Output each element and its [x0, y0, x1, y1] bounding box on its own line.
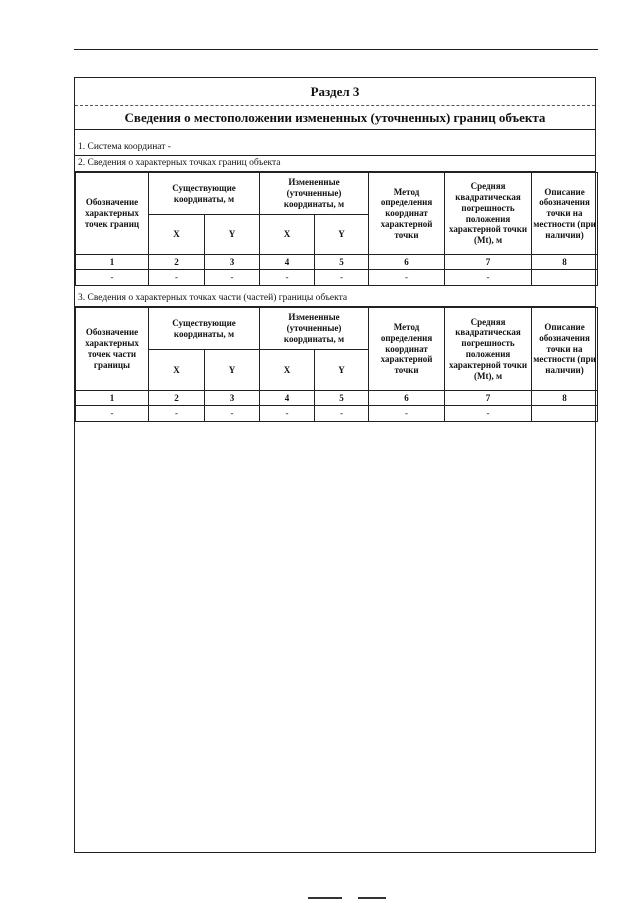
column-number: 1	[76, 255, 149, 270]
table-cell: -	[260, 270, 315, 286]
column-number: 5	[315, 255, 369, 270]
table1-caption: 2. Сведения о характерных точках границ объекта	[75, 156, 595, 172]
header-changed-coords: Измененные (уточненные) координаты, м	[260, 173, 369, 215]
header-changed-coords: Измененные (уточненные) координаты, м	[260, 308, 369, 350]
table-cell: -	[315, 270, 369, 286]
table-cell: -	[369, 406, 445, 422]
header-changed-x: X	[260, 215, 315, 255]
table2-caption: 3. Сведения о характерных точках части (частей) границы объекта	[75, 291, 595, 307]
footer-marks	[300, 897, 390, 901]
header-existing-x: X	[149, 350, 205, 391]
header-accuracy: Средняя квадратическая погрешность положения характерной точки (Mt), м	[445, 173, 532, 255]
table-row	[76, 270, 598, 286]
part-boundary-points-table	[75, 307, 598, 422]
table-cell	[532, 270, 598, 286]
column-number-row	[76, 255, 598, 270]
column-number: 7	[445, 255, 532, 270]
table-cell	[532, 406, 598, 422]
column-number: 2	[149, 391, 205, 406]
header-existing-x: X	[149, 215, 205, 255]
table-cell: -	[369, 270, 445, 286]
header-point-name: Обозначение характерных точек границ	[76, 173, 149, 255]
table-cell: -	[205, 406, 260, 422]
column-number: 8	[532, 255, 598, 270]
column-number: 6	[369, 255, 445, 270]
coordinate-system-line: 1. Система координат -	[75, 138, 595, 156]
header-existing-coords: Существующие координаты, м	[149, 308, 260, 350]
table-cell: -	[149, 406, 205, 422]
column-number: 3	[205, 391, 260, 406]
column-number-row	[76, 391, 598, 406]
document-frame	[74, 77, 596, 853]
header-existing-coords: Существующие координаты, м	[149, 173, 260, 215]
header-changed-x: X	[260, 350, 315, 391]
top-rule	[74, 49, 598, 50]
table-cell: -	[205, 270, 260, 286]
section-heading: Раздел 3	[75, 78, 595, 106]
header-existing-y: Y	[205, 350, 260, 391]
column-number: 4	[260, 255, 315, 270]
table-cell: -	[149, 270, 205, 286]
header-point-name: Обозначение характерных точек части границы	[76, 308, 149, 391]
column-number: 7	[445, 391, 532, 406]
column-number: 8	[532, 391, 598, 406]
column-number: 6	[369, 391, 445, 406]
header-accuracy: Средняя квадратическая погрешность положения характерной точки (Mt), м	[445, 308, 532, 391]
section-title: Сведения о местоположении измененных (уточненных) границ объекта	[75, 106, 595, 130]
header-method: Метод определения координат характерной точки	[369, 173, 445, 255]
table-cell: -	[260, 406, 315, 422]
boundary-points-table	[75, 172, 598, 286]
header-method: Метод определения координат характерной точки	[369, 308, 445, 391]
column-number: 3	[205, 255, 260, 270]
table-cell: -	[445, 406, 532, 422]
table-cell: -	[315, 406, 369, 422]
header-description: Описание обозначения точки на местности (при наличии)	[532, 308, 598, 391]
table-cell: -	[76, 406, 149, 422]
column-number: 1	[76, 391, 149, 406]
column-number: 2	[149, 255, 205, 270]
header-changed-y: Y	[315, 350, 369, 391]
header-changed-y: Y	[315, 215, 369, 255]
table-row	[76, 406, 598, 422]
table-cell: -	[445, 270, 532, 286]
header-existing-y: Y	[205, 215, 260, 255]
column-number: 5	[315, 391, 369, 406]
column-number: 4	[260, 391, 315, 406]
table-cell: -	[76, 270, 149, 286]
header-description: Описание обозначения точки на местности (при наличии)	[532, 173, 598, 255]
